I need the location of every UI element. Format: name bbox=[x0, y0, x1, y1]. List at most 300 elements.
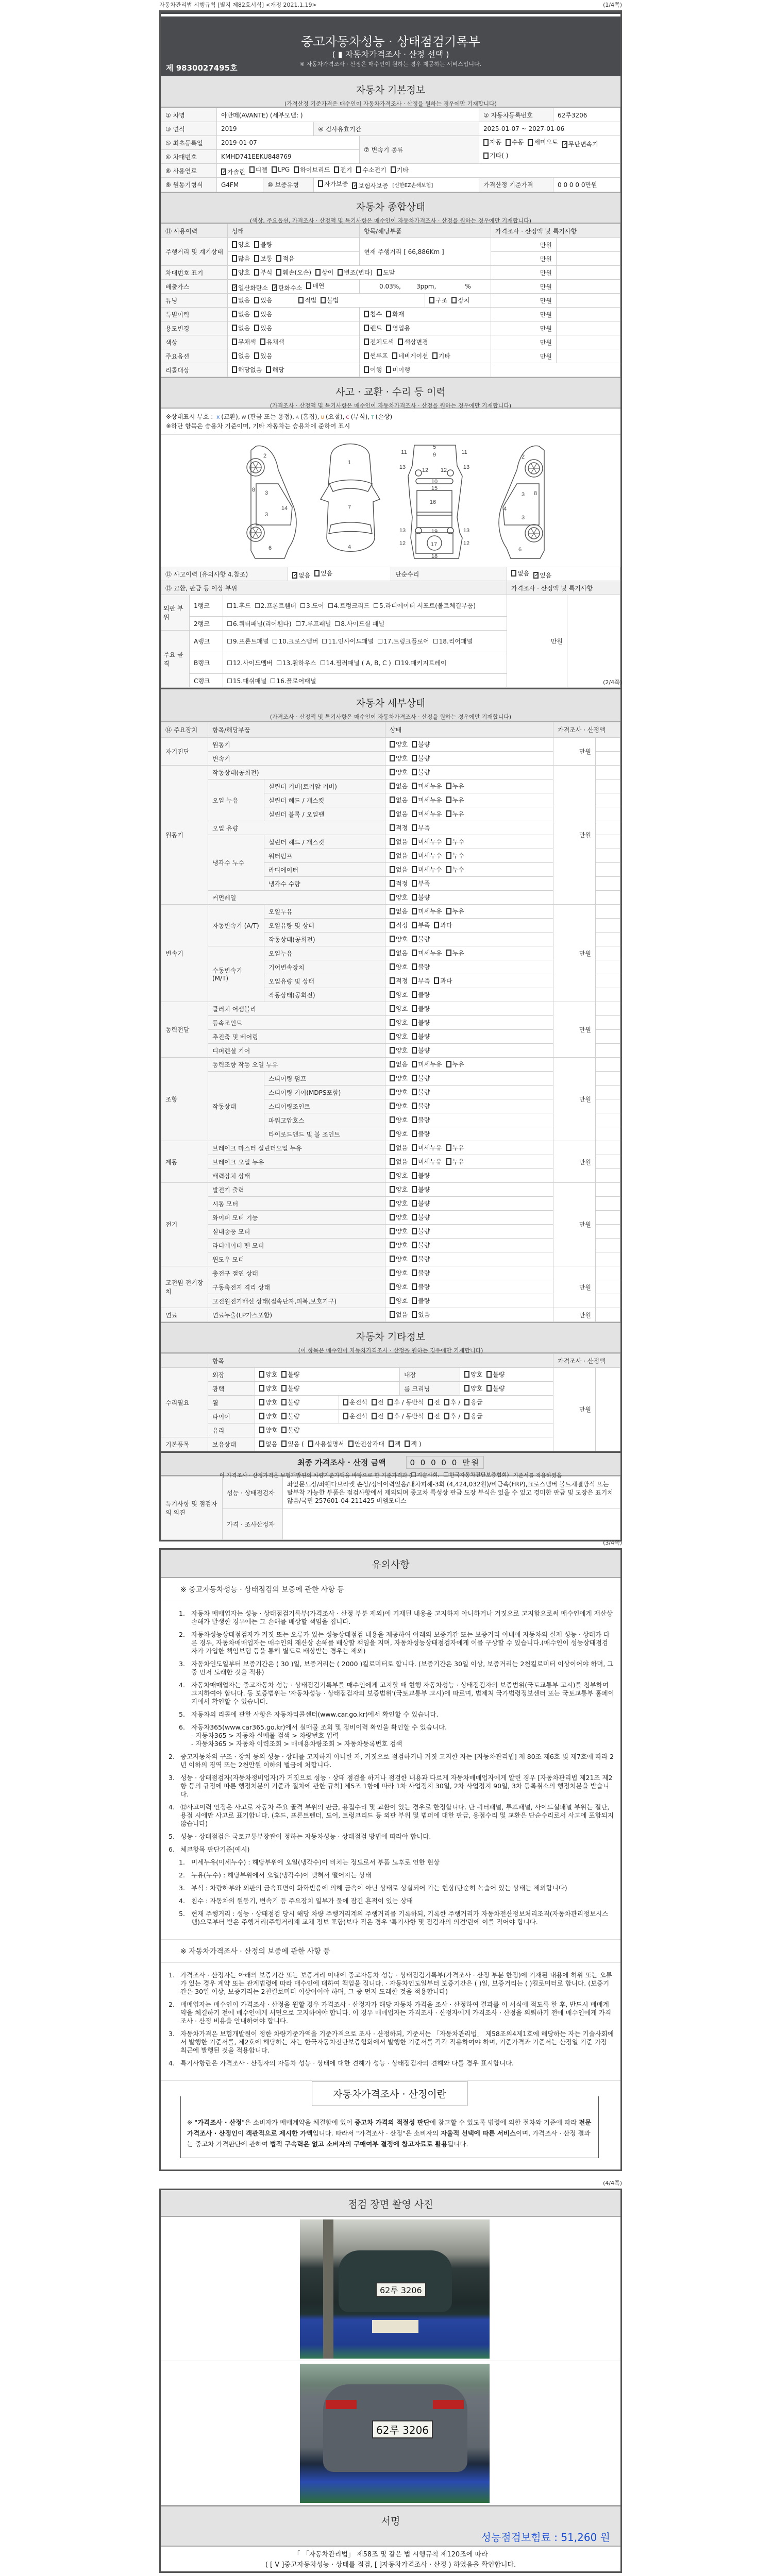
checkbox-icon[interactable] bbox=[428, 1399, 433, 1405]
checkbox-icon[interactable] bbox=[412, 1047, 417, 1054]
checkbox-icon[interactable] bbox=[343, 1413, 348, 1419]
price-selection[interactable]: ( ▮ 자동차가격조사 · 산정 선택 ) bbox=[332, 49, 449, 59]
checkbox-icon[interactable] bbox=[254, 241, 259, 248]
checkbox-icon[interactable] bbox=[412, 1242, 417, 1248]
checkbox-icon[interactable] bbox=[232, 311, 237, 317]
checkbox-option[interactable] bbox=[259, 1412, 277, 1420]
checkbox-icon[interactable] bbox=[260, 338, 265, 345]
checkbox-icon[interactable] bbox=[232, 255, 237, 262]
checkbox-option[interactable] bbox=[428, 1398, 440, 1406]
checkbox-option[interactable] bbox=[390, 962, 408, 971]
checkbox-option[interactable] bbox=[372, 1398, 384, 1406]
checkbox-option[interactable] bbox=[232, 337, 256, 346]
checkbox-option[interactable] bbox=[390, 990, 408, 999]
checkbox-icon[interactable] bbox=[446, 783, 451, 789]
checkbox-icon[interactable] bbox=[390, 1089, 395, 1095]
checkbox-option[interactable] bbox=[364, 337, 394, 346]
checkbox-option[interactable] bbox=[444, 1412, 460, 1420]
checkbox-icon[interactable] bbox=[390, 866, 395, 873]
checkbox-icon[interactable] bbox=[390, 977, 395, 984]
checkbox-icon[interactable] bbox=[444, 1399, 449, 1405]
checkbox-icon[interactable] bbox=[364, 325, 369, 331]
checkbox-option[interactable] bbox=[412, 754, 430, 762]
checkbox-option[interactable] bbox=[259, 1426, 277, 1434]
checkbox-icon[interactable] bbox=[266, 366, 271, 373]
checkbox-option[interactable] bbox=[294, 165, 330, 174]
checkbox-icon[interactable] bbox=[390, 1228, 395, 1234]
checkbox-option[interactable] bbox=[390, 1032, 408, 1041]
checkbox-icon[interactable] bbox=[259, 1440, 264, 1447]
checkbox-option[interactable] bbox=[386, 324, 410, 332]
checkbox-icon[interactable] bbox=[412, 1116, 417, 1123]
checkbox-option[interactable] bbox=[412, 823, 430, 832]
checkbox-option[interactable] bbox=[227, 619, 292, 628]
checkbox-icon[interactable] bbox=[294, 166, 299, 173]
checkbox-option[interactable] bbox=[249, 165, 267, 174]
checkbox-option[interactable] bbox=[390, 782, 408, 790]
checkbox-icon[interactable] bbox=[272, 166, 277, 173]
checkbox-option[interactable] bbox=[446, 782, 464, 790]
checkbox-option[interactable] bbox=[412, 921, 430, 929]
checkbox-option[interactable] bbox=[254, 351, 272, 360]
checkbox-option[interactable] bbox=[296, 619, 331, 628]
checkbox-option[interactable] bbox=[412, 1310, 430, 1319]
checkbox-icon[interactable] bbox=[446, 908, 451, 914]
checkbox-option[interactable] bbox=[390, 1004, 408, 1013]
checkbox-icon[interactable] bbox=[433, 639, 438, 643]
checkbox-option[interactable] bbox=[446, 809, 464, 818]
checkbox-icon[interactable] bbox=[390, 838, 395, 845]
checkbox-option[interactable] bbox=[281, 1439, 304, 1448]
checkbox-icon[interactable] bbox=[281, 1440, 287, 1447]
checkbox-icon[interactable] bbox=[411, 1472, 416, 1477]
checkbox-option[interactable] bbox=[412, 1074, 430, 1082]
checkbox-option[interactable] bbox=[232, 365, 262, 374]
checkbox-option[interactable] bbox=[390, 1143, 408, 1152]
checkbox-option[interactable] bbox=[314, 569, 332, 578]
checkbox-icon[interactable] bbox=[308, 1440, 313, 1447]
checkbox-option[interactable] bbox=[272, 283, 302, 292]
checkbox-option[interactable] bbox=[390, 976, 408, 985]
checkbox-icon[interactable] bbox=[377, 269, 382, 276]
checkbox-option[interactable] bbox=[232, 283, 268, 292]
checkbox-option[interactable] bbox=[390, 851, 408, 860]
checkbox-icon[interactable] bbox=[412, 824, 417, 831]
checkbox-icon[interactable] bbox=[464, 1385, 469, 1392]
checkbox-icon[interactable] bbox=[254, 297, 259, 303]
checkbox-icon[interactable] bbox=[412, 1075, 417, 1081]
rear-photo[interactable] bbox=[300, 2364, 490, 2503]
checkbox-option[interactable] bbox=[348, 1439, 384, 1448]
checkbox-icon[interactable] bbox=[390, 1075, 395, 1081]
checkbox-option[interactable] bbox=[232, 324, 250, 332]
checkbox-icon[interactable] bbox=[390, 1311, 395, 1318]
checkbox-icon[interactable] bbox=[412, 1144, 417, 1151]
checkbox-icon[interactable] bbox=[446, 950, 451, 956]
checkbox-icon[interactable] bbox=[254, 325, 259, 331]
checkbox-icon[interactable] bbox=[276, 255, 281, 262]
checkbox-icon[interactable]: ✓ bbox=[534, 572, 539, 578]
checkbox-option[interactable] bbox=[390, 865, 408, 874]
checkbox-option[interactable] bbox=[374, 601, 476, 610]
checkbox-icon[interactable] bbox=[259, 1427, 264, 1433]
checkbox-option[interactable] bbox=[412, 1227, 430, 1235]
checkbox-option[interactable] bbox=[392, 351, 428, 360]
checkbox-option[interactable] bbox=[446, 1143, 464, 1152]
checkbox-icon[interactable] bbox=[412, 1228, 417, 1234]
checkbox-icon[interactable] bbox=[338, 269, 343, 276]
checkbox-icon[interactable] bbox=[390, 1297, 395, 1304]
checkbox-icon[interactable] bbox=[390, 922, 395, 928]
checkbox-option[interactable] bbox=[390, 1227, 408, 1235]
checkbox-option[interactable] bbox=[390, 935, 408, 943]
checkbox-icon[interactable] bbox=[232, 241, 237, 248]
checkbox-option[interactable] bbox=[281, 1398, 299, 1406]
checkbox-icon[interactable] bbox=[390, 1130, 395, 1137]
checkbox-option[interactable] bbox=[390, 1199, 408, 1208]
checkbox-icon[interactable] bbox=[390, 1103, 395, 1109]
checkbox-icon[interactable] bbox=[412, 963, 417, 970]
checkbox-icon[interactable] bbox=[398, 338, 403, 345]
checkbox-option[interactable] bbox=[390, 1255, 408, 1263]
checkbox-option[interactable] bbox=[446, 1157, 464, 1166]
checkbox-option[interactable] bbox=[390, 1241, 408, 1249]
checkbox-icon[interactable] bbox=[254, 255, 259, 262]
checkbox-option[interactable] bbox=[390, 823, 408, 832]
checkbox-icon[interactable] bbox=[429, 297, 434, 303]
checkbox-option[interactable] bbox=[308, 1439, 344, 1448]
checkbox-option[interactable] bbox=[412, 1046, 430, 1055]
checkbox-option[interactable] bbox=[390, 1282, 408, 1291]
checkbox-icon[interactable] bbox=[451, 297, 457, 303]
checkbox-option[interactable] bbox=[390, 837, 408, 846]
checkbox-icon[interactable] bbox=[412, 880, 417, 887]
front-photo[interactable] bbox=[300, 2219, 490, 2359]
checkbox-icon[interactable] bbox=[412, 922, 417, 928]
checkbox-option[interactable] bbox=[266, 365, 284, 374]
checkbox-option[interactable] bbox=[254, 324, 272, 332]
checkbox-icon[interactable] bbox=[390, 950, 395, 956]
checkbox-icon[interactable] bbox=[390, 1214, 395, 1221]
checkbox-icon[interactable] bbox=[390, 908, 395, 914]
checkbox-option[interactable] bbox=[412, 893, 430, 902]
checkbox-icon[interactable] bbox=[281, 1399, 287, 1405]
checkbox-icon[interactable] bbox=[412, 1297, 417, 1304]
checkbox-icon[interactable] bbox=[227, 603, 232, 608]
checkbox-option[interactable] bbox=[446, 948, 464, 957]
checkbox-option[interactable] bbox=[306, 281, 324, 290]
checkbox-option[interactable] bbox=[390, 1129, 408, 1138]
checkbox-option[interactable] bbox=[390, 795, 408, 804]
checkbox-icon[interactable] bbox=[392, 352, 397, 359]
checkbox-option[interactable] bbox=[483, 137, 501, 148]
checkbox-option[interactable] bbox=[254, 310, 272, 318]
checkbox-icon[interactable] bbox=[412, 1311, 417, 1318]
checkbox-option[interactable] bbox=[446, 795, 464, 804]
checkbox-option[interactable] bbox=[390, 1310, 408, 1319]
checkbox-option[interactable] bbox=[412, 1143, 442, 1152]
checkbox-icon[interactable] bbox=[227, 660, 232, 665]
checkbox-icon[interactable] bbox=[390, 755, 395, 761]
checkbox-option[interactable] bbox=[221, 167, 245, 176]
checkbox-option[interactable] bbox=[434, 976, 452, 985]
checkbox-icon[interactable] bbox=[412, 1019, 417, 1026]
checkbox-icon[interactable] bbox=[364, 311, 369, 317]
checkbox-icon[interactable] bbox=[412, 977, 417, 984]
checkbox-icon[interactable] bbox=[300, 603, 305, 608]
checkbox-icon[interactable] bbox=[446, 796, 451, 803]
checkbox-option[interactable] bbox=[335, 619, 384, 628]
checkbox-icon[interactable] bbox=[334, 166, 339, 173]
checkbox-icon[interactable] bbox=[343, 1399, 348, 1405]
checkbox-icon[interactable] bbox=[390, 1061, 395, 1067]
checkbox-option[interactable] bbox=[390, 907, 408, 916]
checkbox-option[interactable] bbox=[390, 921, 408, 929]
checkbox-icon[interactable]: ✓ bbox=[293, 572, 298, 578]
checkbox-option[interactable] bbox=[433, 637, 473, 646]
checkbox-option[interactable] bbox=[390, 948, 408, 957]
checkbox-option[interactable] bbox=[232, 296, 250, 304]
checkbox-option[interactable] bbox=[412, 1088, 430, 1096]
checkbox-option[interactable] bbox=[412, 1171, 430, 1180]
checkbox-icon[interactable] bbox=[390, 1158, 395, 1165]
checkbox-icon[interactable] bbox=[390, 1256, 395, 1262]
checkbox-option[interactable] bbox=[390, 1268, 408, 1277]
checkbox-icon[interactable] bbox=[227, 621, 232, 626]
checkbox-icon[interactable] bbox=[306, 282, 311, 289]
checkbox-icon[interactable] bbox=[390, 741, 395, 748]
checkbox-icon[interactable] bbox=[232, 269, 237, 276]
checkbox-option[interactable] bbox=[434, 921, 452, 929]
checkbox-icon[interactable] bbox=[412, 950, 417, 956]
checkbox-option[interactable] bbox=[412, 1268, 430, 1277]
checkbox-option[interactable] bbox=[464, 1412, 482, 1420]
checkbox-option[interactable] bbox=[364, 351, 388, 360]
checkbox-icon[interactable] bbox=[386, 325, 391, 331]
checkbox-option[interactable] bbox=[412, 1004, 430, 1013]
checkbox-option[interactable] bbox=[338, 268, 373, 277]
checkbox-option[interactable] bbox=[432, 351, 450, 360]
checkbox-option[interactable] bbox=[276, 268, 311, 277]
checkbox-option[interactable] bbox=[464, 1370, 482, 1379]
checkbox-icon[interactable]: ✓ bbox=[233, 284, 238, 291]
checkbox-option[interactable] bbox=[412, 795, 442, 804]
checkbox-icon[interactable] bbox=[434, 922, 439, 928]
checkbox-option[interactable] bbox=[272, 166, 290, 173]
checkbox-option[interactable] bbox=[412, 1255, 430, 1263]
checkbox-option[interactable] bbox=[388, 1398, 424, 1406]
checkbox-icon[interactable] bbox=[232, 338, 237, 345]
checkbox-icon[interactable] bbox=[254, 311, 259, 317]
checkbox-option[interactable] bbox=[356, 165, 386, 174]
checkbox-option[interactable] bbox=[412, 1199, 430, 1208]
checkbox-option[interactable] bbox=[318, 179, 348, 188]
checkbox-icon[interactable] bbox=[446, 810, 451, 817]
checkbox-option[interactable] bbox=[412, 782, 442, 790]
checkbox-icon[interactable] bbox=[388, 1413, 393, 1419]
checkbox-icon[interactable] bbox=[259, 1371, 264, 1378]
checkbox-icon[interactable] bbox=[446, 838, 451, 845]
checkbox-icon[interactable] bbox=[464, 1413, 469, 1419]
checkbox-option[interactable] bbox=[412, 962, 430, 971]
checkbox-option[interactable] bbox=[255, 601, 296, 610]
checkbox-icon[interactable] bbox=[390, 1242, 395, 1248]
checkbox-icon[interactable] bbox=[395, 660, 400, 665]
checkbox-option[interactable] bbox=[390, 768, 408, 776]
checkbox-icon[interactable] bbox=[259, 1413, 264, 1419]
checkbox-option[interactable] bbox=[390, 1046, 408, 1055]
checkbox-icon[interactable] bbox=[506, 139, 511, 146]
checkbox-icon[interactable] bbox=[391, 166, 396, 173]
checkbox-icon[interactable] bbox=[259, 1385, 264, 1392]
checkbox-icon[interactable] bbox=[390, 894, 395, 901]
checkbox-icon[interactable] bbox=[405, 1440, 410, 1447]
checkbox-option[interactable] bbox=[276, 254, 294, 263]
checkbox-icon[interactable] bbox=[390, 1047, 395, 1054]
checkbox-option[interactable] bbox=[260, 337, 284, 346]
checkbox-icon[interactable] bbox=[432, 352, 438, 359]
checkbox-option[interactable] bbox=[486, 1384, 505, 1393]
checkbox-option[interactable] bbox=[372, 1412, 384, 1420]
checkbox-icon[interactable] bbox=[428, 1413, 433, 1419]
checkbox-icon[interactable] bbox=[528, 139, 533, 146]
checkbox-icon[interactable] bbox=[254, 352, 259, 359]
checkbox-option[interactable] bbox=[227, 658, 273, 667]
checkbox-option[interactable] bbox=[412, 1241, 430, 1249]
checkbox-icon[interactable] bbox=[412, 810, 417, 817]
checkbox-icon[interactable] bbox=[412, 838, 417, 845]
checkbox-option[interactable] bbox=[232, 310, 250, 318]
checkbox-option[interactable] bbox=[322, 637, 374, 646]
checkbox-icon[interactable]: ✓ bbox=[273, 284, 278, 291]
checkbox-option[interactable] bbox=[528, 137, 558, 148]
checkbox-option[interactable] bbox=[343, 1412, 367, 1420]
checkbox-icon[interactable]: ✓ bbox=[222, 168, 227, 175]
checkbox-icon[interactable] bbox=[412, 1269, 417, 1276]
checkbox-option[interactable] bbox=[464, 1398, 482, 1406]
checkbox-icon[interactable]: ✓ bbox=[563, 141, 568, 147]
checkbox-option[interactable] bbox=[390, 879, 408, 888]
checkbox-option[interactable] bbox=[389, 1439, 401, 1448]
checkbox-icon[interactable] bbox=[412, 755, 417, 761]
checkbox-option[interactable] bbox=[451, 296, 469, 304]
checkbox-option[interactable] bbox=[412, 1282, 430, 1291]
checkbox-icon[interactable] bbox=[412, 1005, 417, 1012]
checkbox-option[interactable] bbox=[390, 893, 408, 902]
checkbox-icon[interactable] bbox=[390, 769, 395, 775]
checkbox-option[interactable] bbox=[412, 1213, 430, 1222]
checkbox-option[interactable] bbox=[227, 601, 251, 610]
checkbox-option[interactable] bbox=[300, 601, 324, 610]
checkbox-option[interactable] bbox=[227, 637, 268, 646]
checkbox-option[interactable] bbox=[511, 569, 529, 578]
checkbox-icon[interactable] bbox=[281, 1427, 287, 1433]
checkbox-icon[interactable] bbox=[335, 621, 340, 626]
checkbox-option[interactable] bbox=[386, 310, 404, 318]
checkbox-icon[interactable] bbox=[412, 1283, 417, 1290]
checkbox-option[interactable] bbox=[254, 296, 272, 304]
checkbox-icon[interactable] bbox=[444, 1472, 448, 1477]
checkbox-icon[interactable] bbox=[412, 1130, 417, 1137]
checkbox-option[interactable] bbox=[412, 1296, 430, 1305]
checkbox-option[interactable] bbox=[412, 851, 442, 860]
checkbox-icon[interactable] bbox=[364, 338, 369, 345]
checkbox-icon[interactable] bbox=[318, 180, 323, 187]
checkbox-option[interactable] bbox=[390, 1296, 408, 1305]
checkbox-option[interactable] bbox=[232, 240, 250, 249]
checkbox-option[interactable] bbox=[259, 1370, 277, 1379]
checkbox-option[interactable] bbox=[412, 740, 430, 749]
checkbox-option[interactable] bbox=[446, 907, 464, 916]
checkbox-option[interactable] bbox=[446, 1060, 464, 1069]
checkbox-icon[interactable] bbox=[412, 1256, 417, 1262]
checkbox-option[interactable] bbox=[398, 337, 428, 346]
checkbox-option[interactable] bbox=[506, 137, 524, 148]
checkbox-icon[interactable] bbox=[412, 741, 417, 748]
checkbox-option[interactable] bbox=[412, 976, 430, 985]
checkbox-icon[interactable] bbox=[412, 894, 417, 901]
checkbox-option[interactable] bbox=[390, 1185, 408, 1194]
checkbox-icon[interactable] bbox=[356, 166, 361, 173]
checkbox-icon[interactable] bbox=[232, 297, 237, 303]
checkbox-option[interactable] bbox=[298, 296, 316, 304]
checkbox-icon[interactable] bbox=[390, 1186, 395, 1193]
checkbox-icon[interactable] bbox=[412, 1200, 417, 1207]
checkbox-icon[interactable] bbox=[386, 311, 391, 317]
checkbox-option[interactable] bbox=[364, 324, 382, 332]
checkbox-option[interactable] bbox=[390, 740, 408, 749]
checkbox-option[interactable] bbox=[321, 658, 391, 667]
checkbox-option[interactable] bbox=[292, 571, 310, 580]
checkbox-icon[interactable] bbox=[464, 1399, 469, 1405]
checkbox-option[interactable] bbox=[395, 658, 447, 667]
checkbox-option[interactable] bbox=[390, 1213, 408, 1222]
checkbox-icon[interactable] bbox=[412, 783, 417, 789]
checkbox-icon[interactable] bbox=[281, 1371, 287, 1378]
checkbox-option[interactable] bbox=[259, 1384, 277, 1393]
checkbox-icon[interactable] bbox=[412, 1033, 417, 1040]
checkbox-icon[interactable] bbox=[232, 325, 237, 331]
checkbox-option[interactable] bbox=[334, 165, 352, 174]
checkbox-icon[interactable] bbox=[412, 1214, 417, 1221]
checkbox-option[interactable] bbox=[391, 165, 409, 174]
checkbox-icon[interactable] bbox=[390, 991, 395, 998]
checkbox-icon[interactable] bbox=[412, 936, 417, 942]
checkbox-option[interactable] bbox=[281, 1426, 299, 1434]
checkbox-option[interactable] bbox=[412, 935, 430, 943]
checkbox-icon[interactable] bbox=[390, 810, 395, 817]
checkbox-option[interactable] bbox=[446, 851, 464, 860]
checkbox-icon[interactable] bbox=[483, 152, 489, 159]
checkbox-option[interactable] bbox=[444, 1471, 509, 1479]
checkbox-icon[interactable] bbox=[259, 1399, 264, 1405]
checkbox-icon[interactable] bbox=[372, 1413, 377, 1419]
checkbox-option[interactable] bbox=[390, 1101, 408, 1110]
checkbox-option[interactable] bbox=[412, 1129, 430, 1138]
checkbox-icon[interactable] bbox=[374, 603, 378, 608]
checkbox-option[interactable] bbox=[412, 1157, 442, 1166]
checkbox-icon[interactable] bbox=[372, 1399, 377, 1405]
checkbox-icon[interactable] bbox=[390, 796, 395, 803]
checkbox-icon[interactable] bbox=[390, 963, 395, 970]
checkbox-icon[interactable] bbox=[464, 1371, 469, 1378]
checkbox-icon[interactable] bbox=[255, 603, 260, 608]
checkbox-icon[interactable] bbox=[390, 1200, 395, 1207]
checkbox-icon[interactable] bbox=[511, 570, 516, 577]
checkbox-option[interactable] bbox=[562, 139, 598, 150]
checkbox-icon[interactable] bbox=[483, 139, 489, 146]
checkbox-option[interactable] bbox=[232, 254, 250, 263]
